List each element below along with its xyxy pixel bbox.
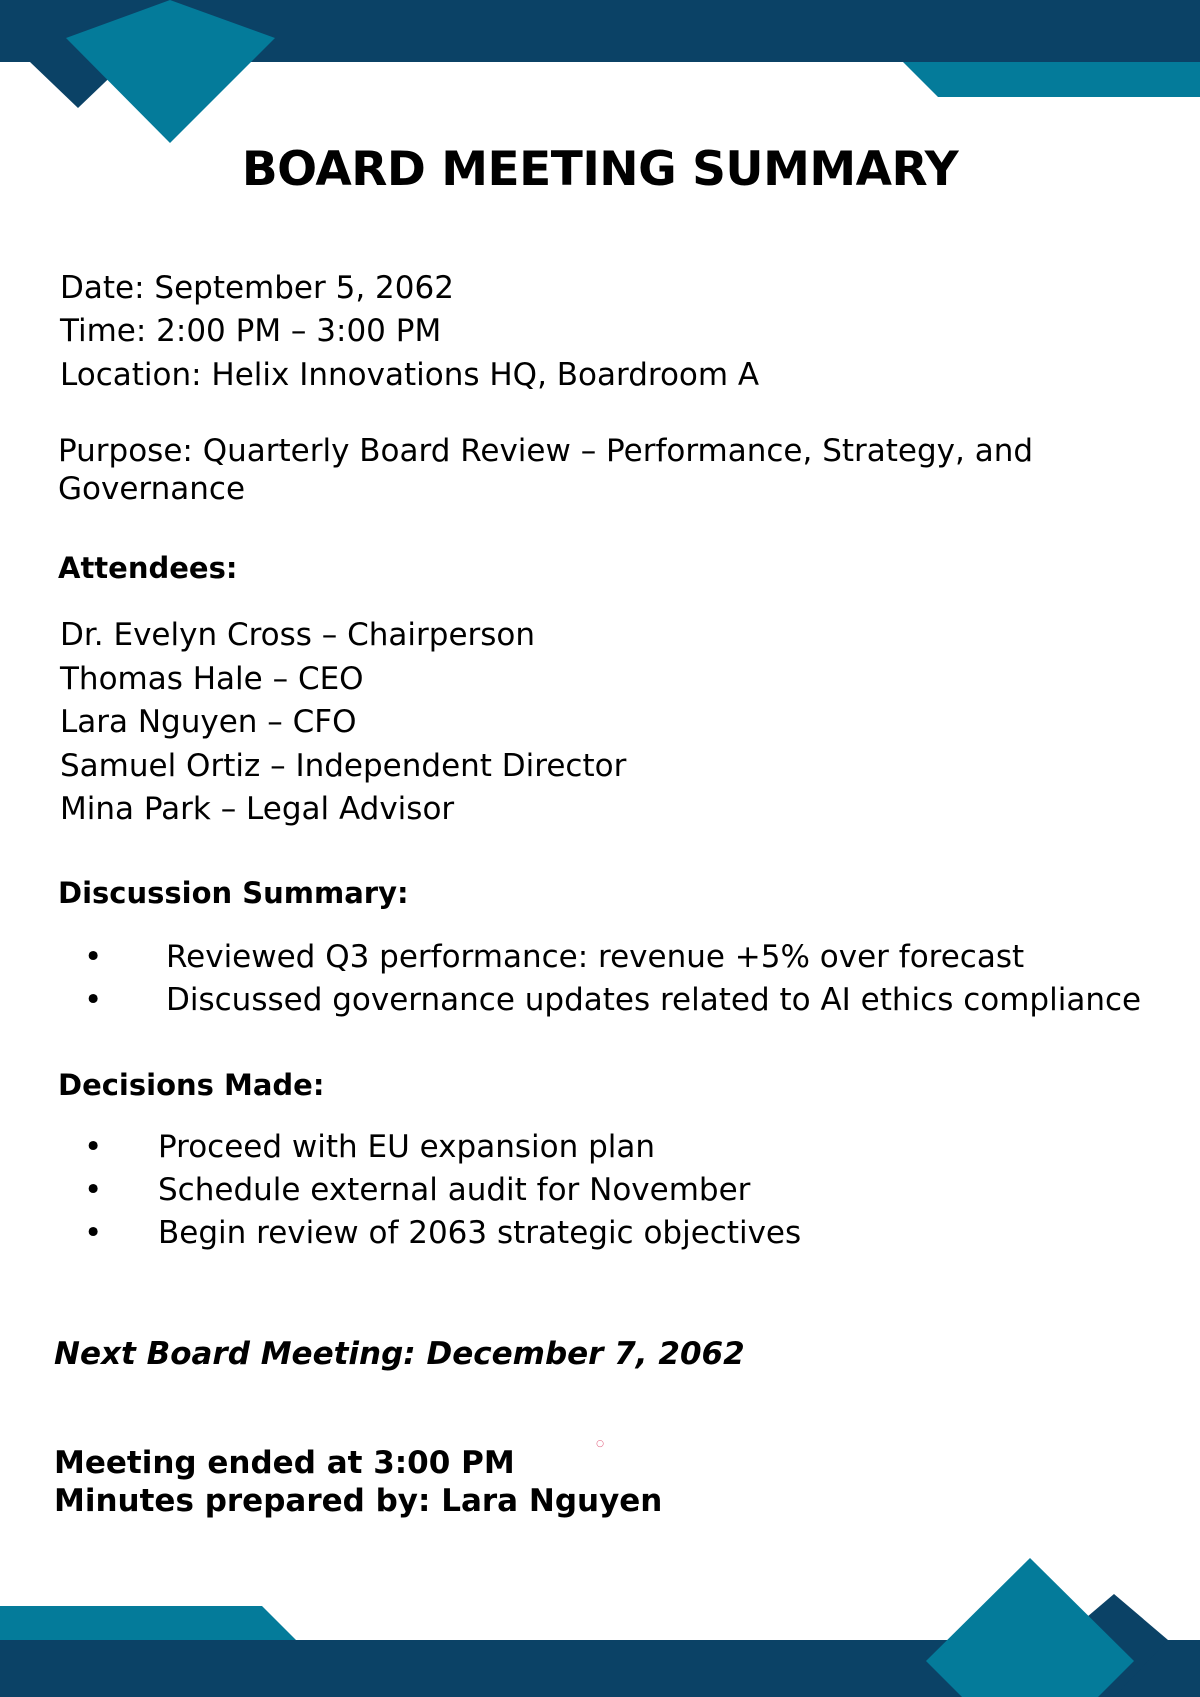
list-item-text: Begin review of 2063 strategic objectives bbox=[158, 1215, 802, 1251]
attendee-item: Samuel Ortiz – Independent Director bbox=[60, 748, 627, 784]
meeting-time: Time: 2:00 PM – 3:00 PM bbox=[60, 313, 442, 349]
page-title: BOARD MEETING SUMMARY bbox=[241, 142, 959, 197]
circle-marker-icon: ○ bbox=[596, 1439, 604, 1449]
list-item bbox=[84, 1125, 655, 1169]
discussion-heading: Discussion Summary: bbox=[58, 876, 409, 910]
attendee-item: Mina Park – Legal Advisor bbox=[60, 791, 455, 827]
next-meeting: Next Board Meeting: December 7, 2062 bbox=[54, 1336, 745, 1372]
footer-decoration bbox=[0, 1547, 1200, 1697]
minutes-prepared-by: Minutes prepared by: Lara Nguyen bbox=[54, 1483, 663, 1519]
bullet-icon: • bbox=[84, 1172, 103, 1208]
attendee-item: Thomas Hale – CEO bbox=[60, 661, 364, 697]
list-item bbox=[84, 935, 1024, 979]
bullet-icon: • bbox=[84, 939, 103, 975]
attendees-heading: Attendees: bbox=[58, 551, 238, 585]
header-right-teal-strip bbox=[903, 62, 1200, 97]
decisions-heading: Decisions Made: bbox=[58, 1068, 325, 1102]
list-item bbox=[84, 1211, 801, 1255]
footer-left-teal-strip bbox=[0, 1606, 296, 1640]
bullet-icon: • bbox=[84, 1215, 103, 1251]
meeting-location: Location: Helix Innovations HQ, Boardroom A bbox=[60, 357, 760, 393]
meeting-ended: Meeting ended at 3:00 PM bbox=[54, 1445, 515, 1481]
list-item-text: Reviewed Q3 performance: revenue +5% over forecast bbox=[166, 939, 1025, 975]
meeting-date: Date: September 5, 2062 bbox=[60, 270, 454, 306]
bullet-icon: • bbox=[84, 982, 103, 1018]
attendee-item: Lara Nguyen – CFO bbox=[60, 704, 357, 740]
header-decoration bbox=[0, 0, 1200, 150]
attendee-item: Dr. Evelyn Cross – Chairperson bbox=[60, 617, 536, 653]
bullet-icon: • bbox=[84, 1129, 103, 1165]
meeting-purpose: Purpose: Quarterly Board Review – Performance, Strategy, and Governance bbox=[58, 433, 1034, 507]
list-item bbox=[84, 978, 1141, 1022]
list-item-text: Schedule external audit for November bbox=[158, 1172, 751, 1208]
list-item-text: Discussed governance updates related to AI ethics compliance bbox=[166, 982, 1142, 1018]
list-item-text: Proceed with EU expansion plan bbox=[158, 1129, 656, 1165]
list-item bbox=[84, 1168, 750, 1212]
